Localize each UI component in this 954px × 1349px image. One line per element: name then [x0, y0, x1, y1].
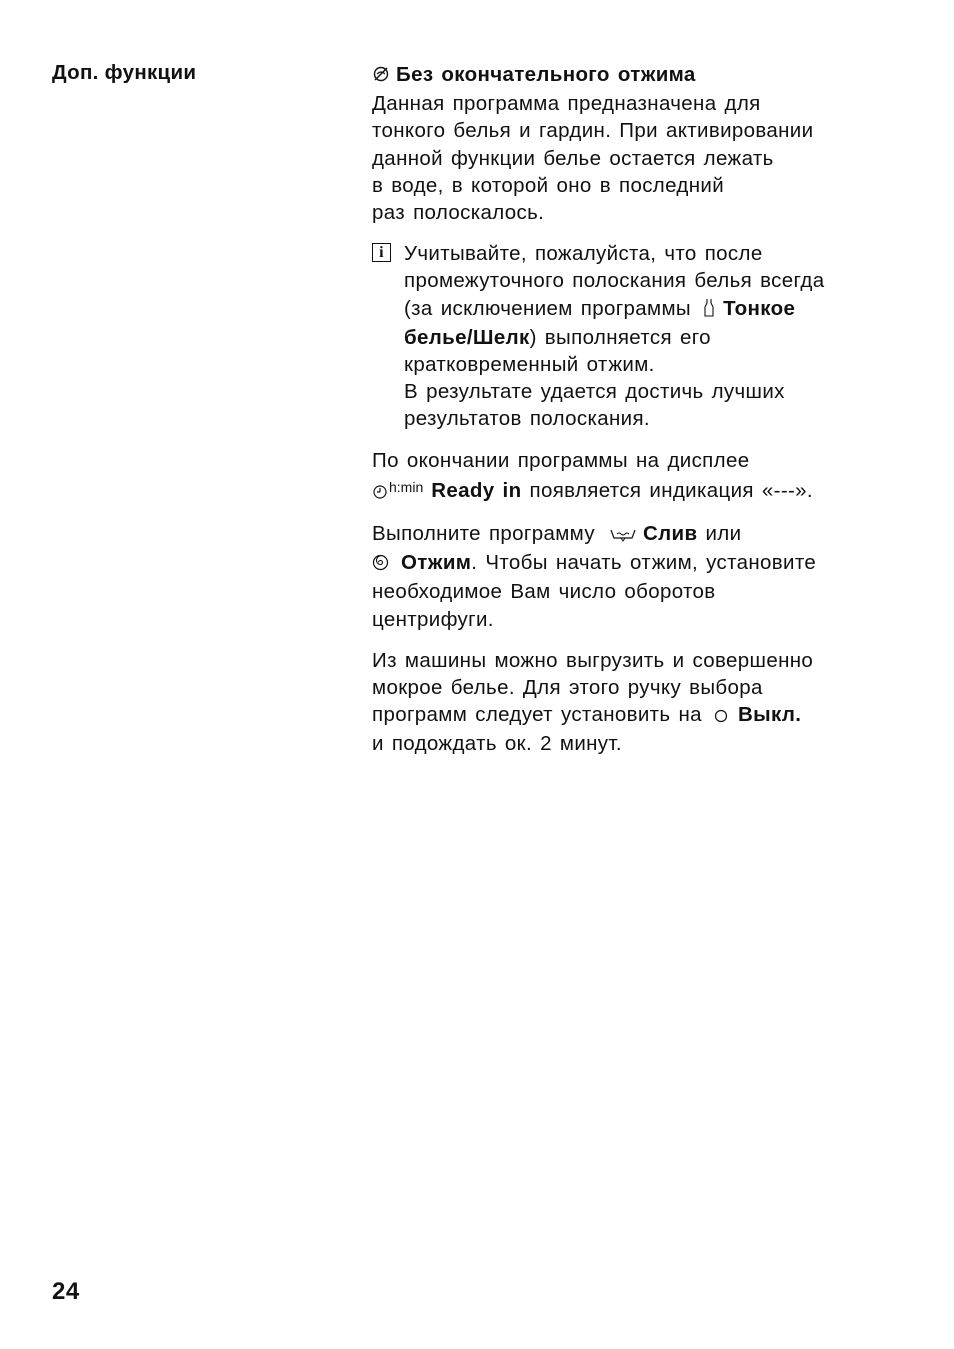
intro-line: Данная программа предназначена для — [372, 92, 761, 116]
drain-line: необходимое Вам число оборотов — [372, 580, 716, 604]
drain-line: Выполните программу Слив или — [372, 520, 892, 549]
note-line: кратковременный отжим. — [404, 353, 655, 377]
drain-paragraph — [372, 520, 892, 633]
unload-paragraph — [372, 647, 892, 758]
section-title — [372, 61, 892, 90]
display-paragraph — [372, 447, 892, 506]
page-number: 24 — [52, 1278, 80, 1305]
intro-line: раз полоскалось. — [372, 201, 545, 225]
intro-line: тонкого белья и гардин. При активировании — [372, 119, 814, 143]
delicates-silk-icon — [703, 297, 715, 324]
unload-line: мокрое белье. Для этого ручку выбора — [372, 676, 763, 700]
note-line: В результате удается достичь лучших — [404, 380, 785, 404]
no-final-spin-icon — [372, 63, 390, 90]
intro-line: данной функции белье остается лежать — [372, 146, 774, 170]
drain-line: Отжим. Чтобы начать отжим, установите — [372, 549, 892, 578]
drain-line: центрифуги. — [372, 607, 494, 631]
display-line: По окончании программы на дисплее — [372, 448, 750, 472]
off-circle-icon — [714, 703, 728, 730]
intro-paragraph — [372, 90, 892, 226]
info-note — [372, 240, 892, 432]
spin-icon — [372, 551, 389, 578]
info-icon: i — [372, 243, 391, 262]
note-line: промежуточного полоскания белья всегда — [404, 269, 825, 293]
side-heading: Доп. функции — [52, 61, 197, 84]
unload-line: и подождать ок. 2 минут. — [372, 732, 622, 756]
note-line: белье/Шелк) выполняется его — [404, 325, 711, 349]
note-line: результатов полоскания. — [404, 407, 650, 431]
unload-line: Из машины можно выгрузить и совершенно — [372, 648, 814, 672]
main-column — [372, 61, 892, 758]
ready-in-label: Ready in — [431, 478, 522, 502]
drain-icon — [609, 522, 637, 549]
section-title-text: Без окончательного отжима — [396, 63, 696, 86]
unload-line: программ следует установить на Выкл. — [372, 701, 892, 730]
note-line: (за исключением программы Тонкое — [404, 295, 892, 324]
note-line: Учитывайте, пожалуйста, что после — [404, 242, 763, 266]
intro-line: в воде, в которой оно в последний — [372, 173, 725, 197]
clock-icon — [372, 479, 388, 506]
display-line: $^{h:min}$ Ready in появляется индикация «---». — [372, 474, 892, 506]
hmin-label: h:min — [389, 478, 424, 495]
